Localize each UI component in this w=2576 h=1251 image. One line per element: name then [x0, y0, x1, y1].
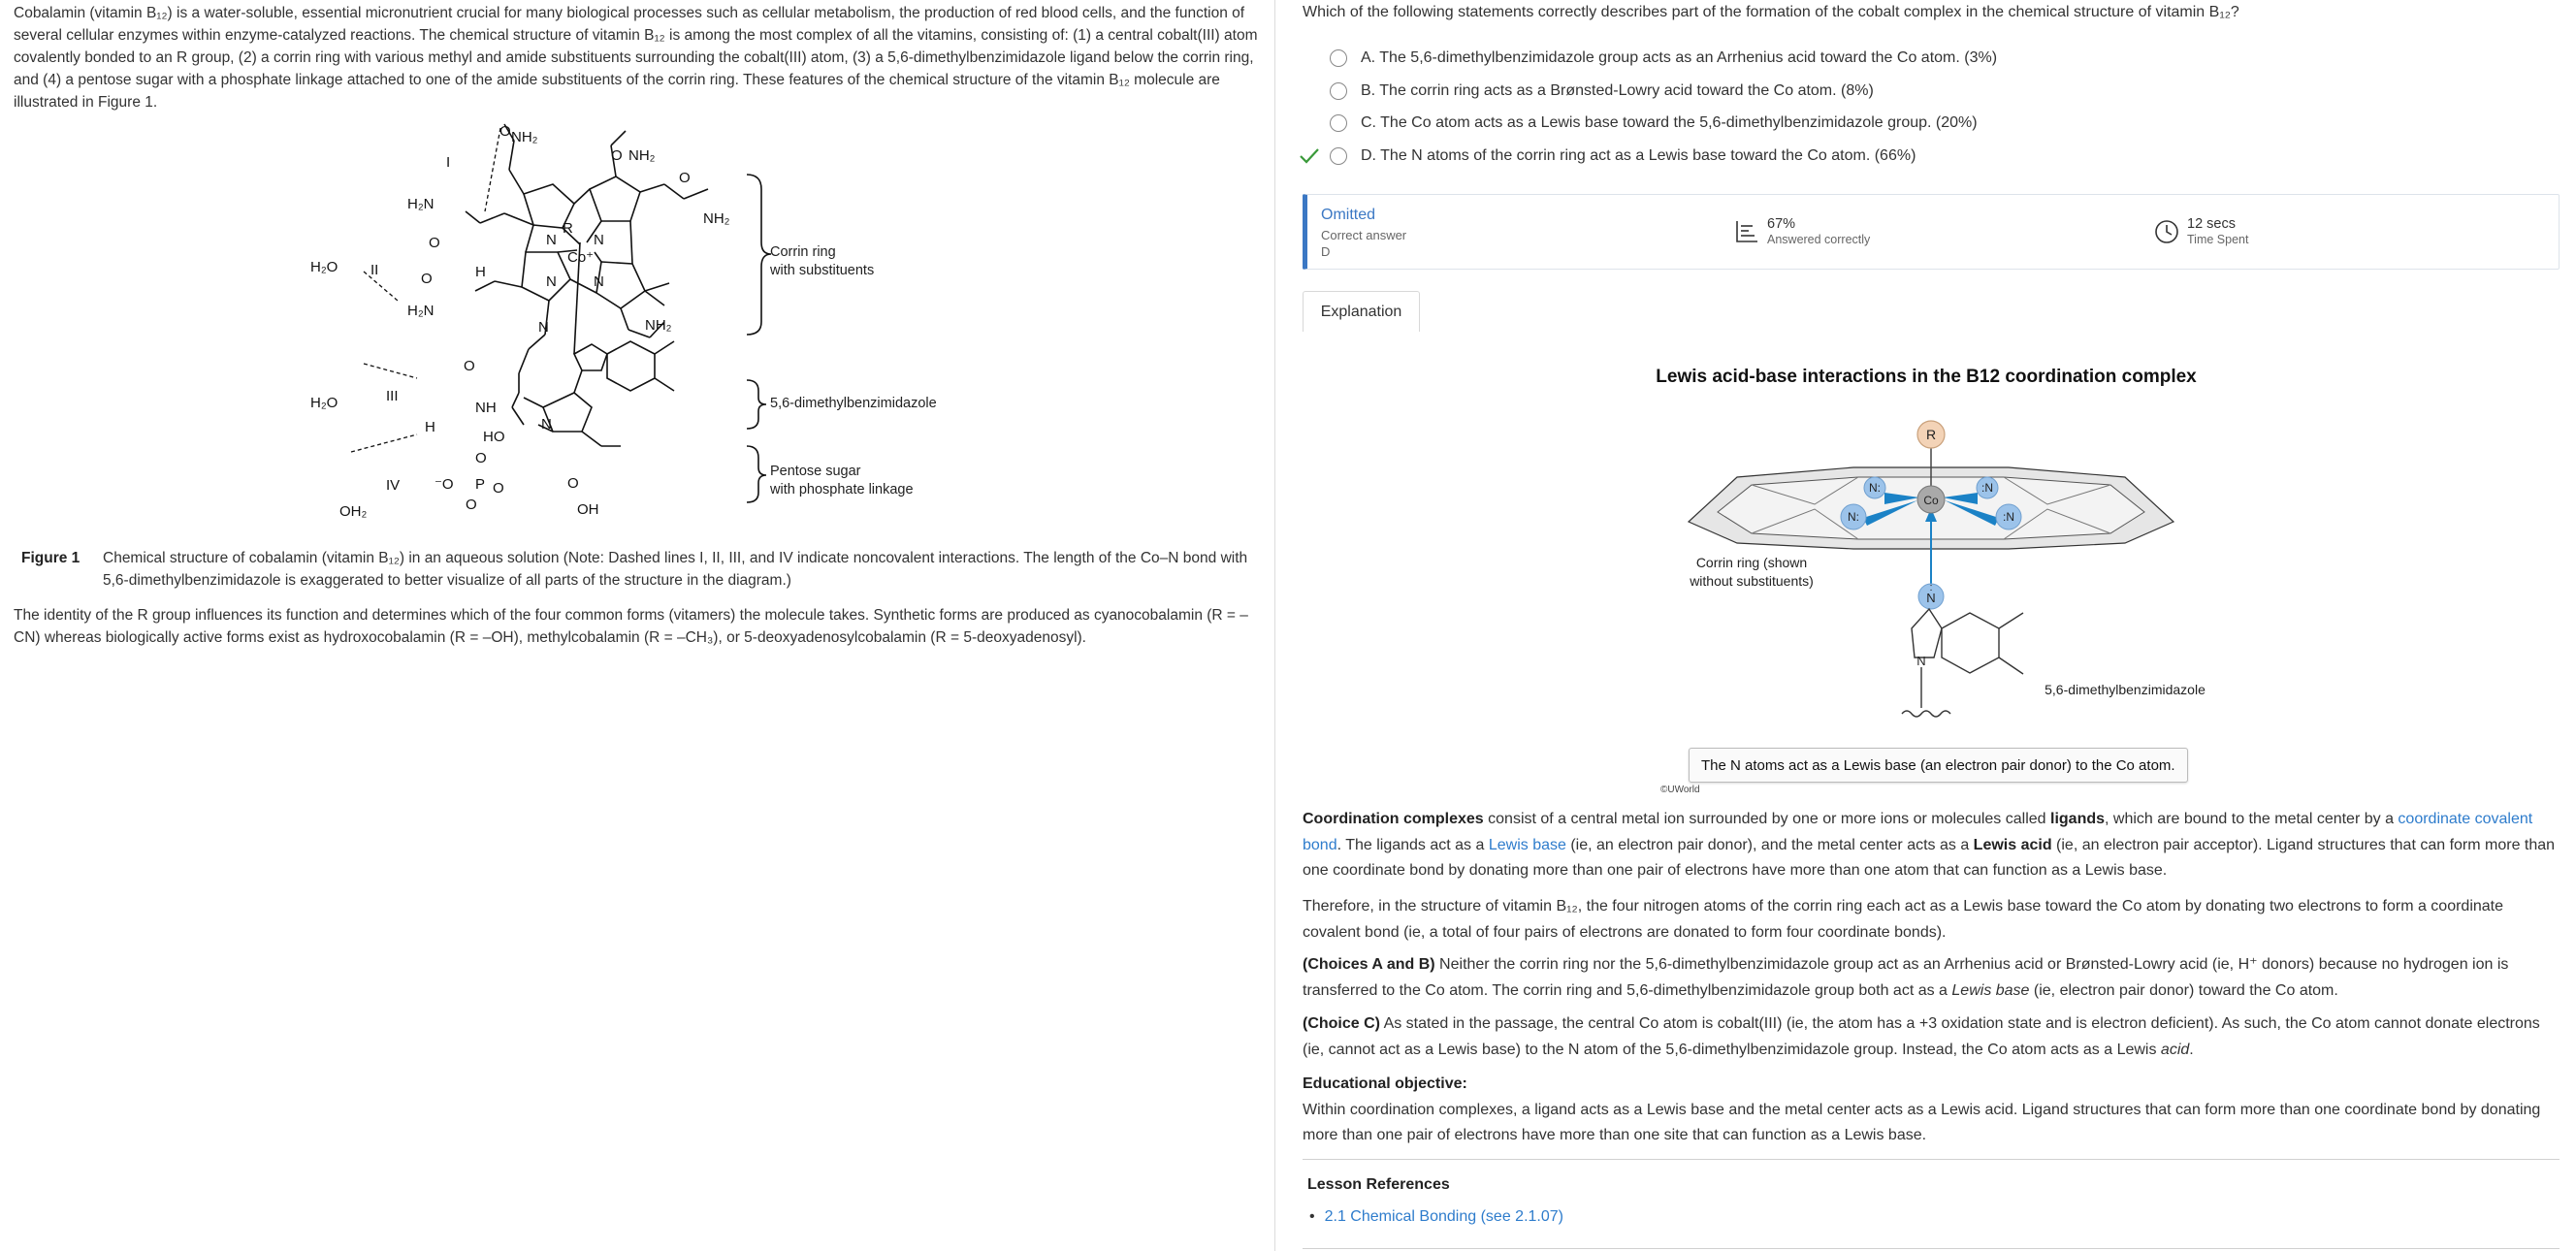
dmb-n-atom: N [1926, 591, 1936, 605]
divider [1303, 1159, 2560, 1160]
answer-choice-d[interactable] [1330, 144, 1916, 168]
structure-o-4: O [429, 235, 440, 251]
answer-choice-b[interactable] [1330, 80, 1874, 103]
n-atom-right-top: :N [1981, 481, 1993, 495]
structure-r: R [563, 220, 573, 237]
explanation-paragraph-4: (Choice C) As stated in the passage, the central Co atom is cobalt(III) (ie, the atom has a +3 oxidation state and is electron deficient). As such, the Co atom cannot donate electrons (ie, cannot act as a Lewis base) to the N atom of the 5,6-dimethylbenzimidazole group. Instead, the Co atom acts as a Lewis acid. [1303, 1015, 2540, 1058]
explanation-paragraph-2: Therefore, in the structure of vitamin B₁₂, the four nitrogen atoms of the corrin ring each act as a Lewis base toward the Co atom by donating two electrons to form a coordinate covalent bond (ie, a total of four pairs of electrons are donated to form four coordinate bonds). [1303, 898, 2504, 941]
label-corrin-ring: Corrin ring with substituents [770, 244, 875, 278]
figure-note: The N atoms act as a Lewis base (an electron pair donor) to the Co atom. [1689, 748, 2188, 783]
structure-h2o-2: H₂O [310, 259, 338, 275]
correct-answer-value: D [1321, 244, 1331, 259]
choice-label: C. The Co atom acts as a Lewis base toward the 5,6-dimethylbenzimidazole group. (20%) [1361, 114, 1978, 131]
figure-1-label: Figure 1 [21, 550, 80, 566]
structure-o-2: O [611, 147, 623, 164]
structure-nh2-4: NH₂ [645, 317, 672, 334]
structure-nh: NH [475, 400, 497, 416]
tab-explanation[interactable]: Explanation [1303, 291, 1420, 332]
structure-o-5: O [421, 271, 433, 287]
ring-caption-line-2: without substituents) [1690, 573, 1814, 589]
answer-choice-a[interactable] [1330, 47, 1997, 70]
structure-h2n-1: H₂N [407, 196, 435, 212]
structure-o-10: O [567, 475, 579, 492]
structure-h2n-2: H₂N [407, 303, 435, 319]
n-atom-left-top: N: [1869, 481, 1881, 495]
answer-stats-panel [1303, 194, 2560, 270]
structure-n-3: N [546, 273, 557, 290]
lesson-reference-link[interactable]: • 2.1 Chemical Bonding (see 2.1.07) [1309, 1208, 1563, 1226]
status-omitted: Omitted [1321, 207, 1376, 223]
structure-oh: OH [577, 501, 599, 518]
radio-button[interactable] [1330, 82, 1347, 100]
correct-answer-block: Correct answer D [1321, 228, 1407, 259]
radio-button[interactable] [1330, 147, 1347, 165]
n-atom-left-bottom: N: [1848, 510, 1859, 524]
structure-ho: HO [483, 429, 505, 445]
structure-nh2-2: NH₂ [628, 147, 656, 164]
lesson-references-title: Lesson References [1307, 1176, 1450, 1193]
structure-n-4: N [594, 273, 604, 290]
passage-paragraph-2: The identity of the R group influences its function and determines which of the four common forms (vitamers) the molecule takes. Synthetic forms are produced as cyanocobalamin (R = –CN) whereas biologically active forms exist as hydroxocobalamin (R = –OH), methylcobalamin (R = –CH₃), or 5-deoxyadenosylcobalamin (R = 5-deoxyadenosyl). [14, 607, 1248, 646]
percent-correct-stat: 67% Answered correctly [1734, 216, 1870, 247]
passage-paragraph-1: Cobalamin (vitamin B₁₂) is a water-soluble, essential micronutrient crucial for many biological processes such as cellular metabolism, the production of red blood cells, and the function of several cellular enzymes within enzyme-catalyzed reactions. The chemical structure of vitamin B₁₂ is among the most complex of all the vitamins, consisting of: (1) a central cobalt(III) atom covalently bonded to an R group, (2) a corrin ring with various methyl and amide substituents surrounding the cobalt(III) atom, (3) a 5,6-dimethylbenzimidazole ligand below the corrin ring, and (4) a pentose sugar with a phosphate linkage attached to one of the amide substituents of the corrin ring. These features of the chemical structure of the vitamin B₁₂ molecule are illustrated in Figure 1. [14, 5, 1258, 111]
choice-label: A. The 5,6-dimethylbenzimidazole group acts as an Arrhenius acid toward the Co atom. (3%) [1361, 49, 1998, 66]
dmb-n-lone-pair: : [1929, 582, 1933, 593]
structure-o-6: O [464, 358, 475, 374]
educational-objective: Educational objective: Within coordination complexes, a ligand acts as a Lewis base and the metal center acts as a Lewis acid. Ligand structures that can form more than one coordinate bond by donating more than one pair of electrons have more than one site that can function as a Lewis base. [1303, 1075, 2541, 1143]
n-atom-right-bottom: :N [2003, 510, 2014, 524]
question-stem: Which of the following statements correctly describes part of the formation of the cobalt complex in the chemical structure of vitamin B₁₂? [1303, 4, 2239, 20]
explanation-paragraph-3: (Choices A and B) Neither the corrin ring nor the 5,6-dimethylbenzimidazole group act as an Arrhenius acid or Brønsted-Lowry acid (ie, H⁺ donors) because no hydrogen ion is transferred to the Co atom. The corrin ring and 5,6-dimethylbenzimidazole group both act as a Lewis base (ie, electron pair donor) toward the Co atom. [1303, 956, 2509, 999]
explanation-figure-title: Lewis acid-base interactions in the B12 coordination complex [1656, 367, 2197, 387]
structure-n-5: N [538, 319, 549, 336]
passage-pane [0, 0, 1275, 1251]
lewis-acid-base-diagram [1659, 398, 2206, 747]
structure-roman-4: IV [386, 477, 401, 494]
structure-n-2: N [594, 232, 604, 248]
question-pane [1276, 0, 2576, 1251]
structure-p: P [475, 476, 486, 493]
copyright: ©UWorld [1660, 785, 1700, 795]
ring-caption-line-1: Corrin ring (shown [1695, 555, 1808, 570]
answer-choice-c[interactable] [1330, 112, 1978, 135]
dmb-label: 5,6-dimethylbenzimidazole [2045, 682, 2206, 697]
choice-label: B. The corrin ring acts as a Brønsted-Lowry acid toward the Co atom. (8%) [1361, 82, 1874, 99]
structure-o-9: O [466, 497, 477, 513]
figure-1-caption [21, 547, 1253, 592]
structure-n-6: N [541, 416, 552, 433]
explanation-paragraph-1: Coordination complexes consist of a central metal ion surrounded by one or more ions or molecules called ligands, which are bound to the metal center by a coordinate covalent bond. The ligands act as a Lewis base (ie, an electron pair donor), and the metal center acts as a Lewis acid (ie, an electron pair acceptor). Ligand structures that can form more than one coordinate bond by donating more than one pair of electrons have more than one atom that can function as a Lewis base. [1303, 811, 2556, 879]
structure-roman-1: I [446, 154, 451, 171]
structure-o-top: O [499, 123, 511, 140]
structure-o-7: O [475, 450, 487, 466]
structure-roman-2: II [370, 262, 379, 278]
structure-oh2: OH₂ [339, 503, 368, 520]
dmb-n-bottom: N [1916, 654, 1926, 668]
time-spent-stat: 12 secs Time Spent [2154, 216, 2248, 247]
label-dmb: 5,6-dimethylbenzimidazole [770, 396, 937, 411]
structure-o-3: O [679, 170, 691, 186]
structure-o-8: O [493, 480, 504, 497]
structure-co: Co⁺ [567, 249, 595, 266]
structure-nh2-3: NH₂ [703, 210, 730, 227]
link-coordinate-covalent-bond[interactable]: coordinate covalent bond [1303, 811, 2533, 853]
bottom-divider [1303, 1248, 2560, 1249]
cobalt-label: Co [1923, 494, 1939, 507]
choice-label: D. The N atoms of the corrin ring act as a Lewis base toward the Co atom. (66%) [1361, 147, 1916, 164]
clock-icon [2154, 219, 2179, 244]
structure-o-minus: ⁻O [435, 476, 454, 493]
r-group-label: R [1925, 427, 1937, 442]
bar-chart-icon [1734, 219, 1759, 244]
structure-roman-3: III [386, 388, 399, 404]
structure-h-2: H [425, 419, 435, 435]
structure-h-1: H [475, 264, 486, 280]
structure-nh2-1: NH₂ [511, 129, 538, 145]
radio-button[interactable] [1330, 114, 1347, 132]
radio-button[interactable] [1330, 49, 1347, 67]
correct-check-icon [1299, 146, 1320, 166]
structure-n-1: N [546, 232, 557, 248]
link-lewis-base[interactable]: Lewis base [1488, 836, 1566, 853]
label-pentose-sugar: Pentose sugar with phosphate linkage [770, 464, 914, 497]
structure-h2o-3: H₂O [310, 395, 338, 411]
figure-1-caption-text: Chemical structure of cobalamin (vitamin B₁₂) in an aqueous solution (Note: Dashed lines I, II, III, and IV indicate noncovalent interactions. The length of the Co–N bond with 5,6-dimethylbenzimidazole is exaggerated to better visualize of all parts of the structure in the diagram.) [103, 550, 1248, 589]
